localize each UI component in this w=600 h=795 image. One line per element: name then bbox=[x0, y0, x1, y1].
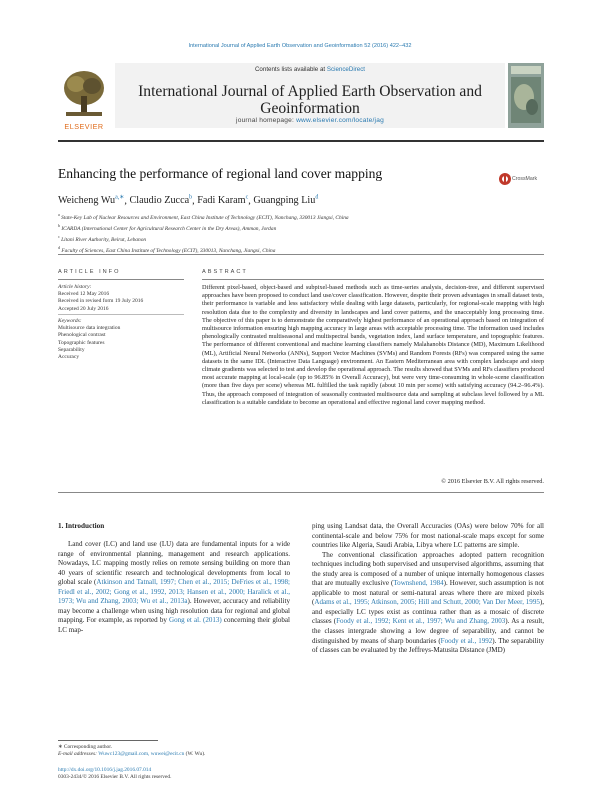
article-title: Enhancing the performance of regional land cover mapping bbox=[58, 166, 383, 181]
keywords-divider bbox=[58, 314, 184, 315]
journal-title-line2: Geoinformation bbox=[260, 100, 360, 117]
author-list: Weicheng $Wu^{a,∗}$, Claudio Zucca$^b$, Fadi Karam$^c$, Guangping Liu$^d$ bbox=[58, 195, 319, 207]
author[interactable]: Fadi Karam$^c$ bbox=[197, 195, 249, 207]
history-revised: Received in revised form 19 July 2016 bbox=[58, 298, 144, 305]
journal-cover-image bbox=[508, 63, 544, 128]
author[interactable]: Weicheng $Wu^{a,∗}$ bbox=[58, 195, 125, 207]
journal-title bbox=[115, 83, 505, 117]
contents-prefix: Contents lists available at bbox=[254, 66, 327, 73]
history-received: Received 12 May 2016 bbox=[58, 291, 110, 298]
abstract-rule bbox=[202, 279, 544, 280]
intro-paragraph: Land cover (LC) and land use (LU) data are fundamental inputs for a wide range of environmental planning, management and research applications. Nowadays, LC mapping mostly relies on remote sensing building on more than 40 years of scientific research and technological developments from local to global scale (Atkinson and Tatnall, 1997; Chen et al., 2015; DeFries et al., 1998; Friedl et al., 2002; Gong et al., 1992, 2013; Hansen et al., 2000; Haralick et al., 1973; Wu and Zhang, 2003; Wu et al., 2013a). However, accuracy and reliability may become a challenge when using high resolution data for regional and global mapping. For example, as reported by Gong et al. (2013) concerning their global LC map- bbox=[58, 540, 290, 634]
intro-paragraph: The conventional classification approaches adopted pattern recognition techniques including both supervised and unsupervised algorithms, assuming that the study area is composed of a number of unique internally homogenous classes that are mutually exclusive (Townshend, 1984). However, such assumption is not applicable to most natural or semi-natural areas where there are mixed pixels (Adams et al., 1995; Atkinson, 2005; Hill and Schutt, 2000; Van Der Meer, 1995), and especially LC types exist as continua rather than as a mosaic of discrete classes (Foody et al., 1992; Kent et al., 1997; Wu and Zhang, 2003). As a result, the classes intergrade showing a low degree of separability, and cannot be distinguished by means of sharp boundaries (Foody et al., 1992). The separability of classes can be evaluated by the Jeffreys-Matusita Distance (JMD) bbox=[312, 550, 545, 655]
sciencedirect-link[interactable]: ScienceDirect bbox=[326, 66, 366, 73]
intro-right-column bbox=[312, 522, 544, 656]
homepage-prefix: journal homepage: bbox=[236, 117, 297, 124]
keyword-item: Multisource data integration bbox=[58, 325, 121, 332]
keyword-item: Topographic features bbox=[58, 339, 105, 346]
abstract-bottom-rule bbox=[58, 492, 544, 493]
intro-paragraph: ping using Landsat data, the Overall Accuracies (OAs) were below 70% for all continental-scale and below 75% for most national-scale maps except for some countries like Algeria, Saudi Arabia, Libya where LC patterns are simple. bbox=[312, 522, 544, 550]
citation-link[interactable]: Adams et al., 1995; Atkinson, 2005; Hill and Schutt, 2000; Van Der Meer, 1995 bbox=[314, 598, 540, 607]
history-accepted: Accepted 20 July 2016 bbox=[58, 305, 109, 312]
journal-title-line1: International Journal of Applied Earth Observation and bbox=[138, 83, 482, 100]
issn-line: 0303-2434/© 2016 Elsevier B.V. All rights reserved. bbox=[58, 774, 172, 781]
citation-link[interactable]: Townshend, 1984 bbox=[393, 579, 444, 588]
abstract-copyright: © 2016 Elsevier B.V. All rights reserved. bbox=[441, 478, 544, 485]
affiliation-item: $^d$ Faculty of Sciences, East China Institute of Technology (ECIT), 330013, Nanchang, Jiangxi, China bbox=[58, 245, 276, 255]
keyword-item: Accuracy bbox=[58, 354, 80, 361]
introduction-heading: 1. Introduction bbox=[58, 522, 105, 530]
crossmark-label[interactable]: CrossMark bbox=[512, 176, 538, 182]
homepage-link[interactable]: www.elsevier.com/locate/jag bbox=[296, 117, 384, 124]
author[interactable]: Guangping Liu$^d$ bbox=[253, 195, 319, 207]
author[interactable]: Claudio Zucca$^b$ bbox=[129, 195, 193, 207]
keywords bbox=[58, 318, 188, 361]
history-label: Article history: bbox=[58, 284, 92, 290]
header-rule bbox=[58, 140, 544, 142]
elsevier-tree-icon bbox=[58, 66, 110, 128]
running-header[interactable]: International Journal of Applied Earth Observation and Geoinformation 52 (2016) 422–432 bbox=[188, 43, 412, 49]
footnote bbox=[58, 744, 290, 758]
journal-homepage bbox=[115, 117, 505, 124]
corresponding-author-note: ∗ Corresponding author. bbox=[58, 744, 113, 750]
article-info-heading: ARTICLE INFO bbox=[58, 269, 121, 275]
doi-block bbox=[58, 767, 358, 781]
citation-link[interactable]: Foody et al., 1992 bbox=[440, 636, 493, 645]
affiliations bbox=[58, 211, 349, 255]
contents-line bbox=[115, 66, 505, 73]
email-line: E-mail addresses: Wuwc123@gmail.com, wuwei@ecit.cn (W. Wu). bbox=[58, 751, 206, 758]
email-link[interactable]: Wuwc123@gmail.com, wuwei@ecit.cn bbox=[98, 751, 185, 758]
citation-link[interactable]: Atkinson and Tatnall, 1997; Chen et al., 2015; DeFries et al., 1998; Friedl et al., 2002; Gong et al., 1992, 2013; Hansen et al., 2000; Haralick et al., 1973; Wu and Zhang, 2003; Wu et al., 2013a bbox=[58, 578, 290, 606]
footnote-rule bbox=[58, 740, 158, 741]
keyword-item: Separability bbox=[58, 346, 85, 353]
citation-link[interactable]: Foody et al., 1992; Kent et al., 1997; Wu and Zhang, 2003 bbox=[336, 617, 506, 626]
article-info-rule bbox=[58, 279, 184, 280]
publisher-logo-text: ELSEVIER bbox=[64, 122, 104, 131]
intro-left-column bbox=[58, 540, 290, 635]
keyword-item: Phenological contrast bbox=[58, 332, 106, 339]
citation-link[interactable]: Gong et al. (2013) bbox=[169, 616, 222, 625]
abstract-text: Different pixel-based, object-based and subpixel-based methods such as time-series analysis, decision-tree, and different supervised approaches have been proposed to conduct land use/cover classification. However, despite their proven advantages in small dataset tests, their performance is variable and less satisfactory while dealing with large datasets, particularly, for regional-scale mapping with high resolution data due to the complexity and diversity in landscapes and land cover patterns, and the unacceptably long processing time. The objective of this paper is to demonstrate the comparatively highest performance of an operational approach based on integration of multisource information ensuring high mapping accuracy in large areas with acceptable processing time. The information used includes phenologically contrasted multiseasonal and multispectral bands, vegetation index, land surface temperature, and topographic features. The performance of different conventional and machine learning classifiers namely Malahanobis Distance (MD), Maximum Likelihood (ML), Artificial Neural Networks (ANNs), Support Vector Machines (SVMs) and Random Forests (RFs) was compared using the same datasets in the same IDL (Interactive Data Language) environment. An Eastern Mediterranean area with complex landscape and steep climate gradients was selected to test and develop the operational approach. The results showed that SVMs and RFs classifiers produced most accurate mapping at local-scale (up to 96.85% in Overall Accuracy), but were very time-consuming in whole-scene classification (more than five days per scene) whereas ML fulfilled the task rapidly (about 10 min per scene) with satisfying accuracy (94.2–96.4%). Thus, the approach composed of integration of seasonally contrasted multisource data and sampling at subclass level followed by a ML classification is a suitable candidate to become an operational and effective regional land cover mapping method. bbox=[202, 284, 544, 406]
abstract-heading: ABSTRACT bbox=[202, 269, 248, 275]
keywords-label: Keywords: bbox=[58, 318, 82, 324]
doi-link[interactable]: http://dx.doi.org/10.1016/j.jag.2016.07.014 bbox=[58, 767, 152, 773]
affiliation-divider bbox=[58, 254, 544, 255]
affiliation-item: $^b$ ICARDA (International Center for Agricultural Research Center in the Dry Areas), Amman, Jordan bbox=[58, 223, 277, 232]
article-history bbox=[58, 284, 188, 313]
affiliation-item: $^a$ State-Key Lab of Nuclear Resources and Environment, East China Institute of Technology (ECIT), Nanchang, 330013 Jiangxi, China bbox=[58, 212, 349, 221]
affiliation-item: $^c$ Litani River Authority, Beirut, Lebanon bbox=[58, 234, 147, 243]
